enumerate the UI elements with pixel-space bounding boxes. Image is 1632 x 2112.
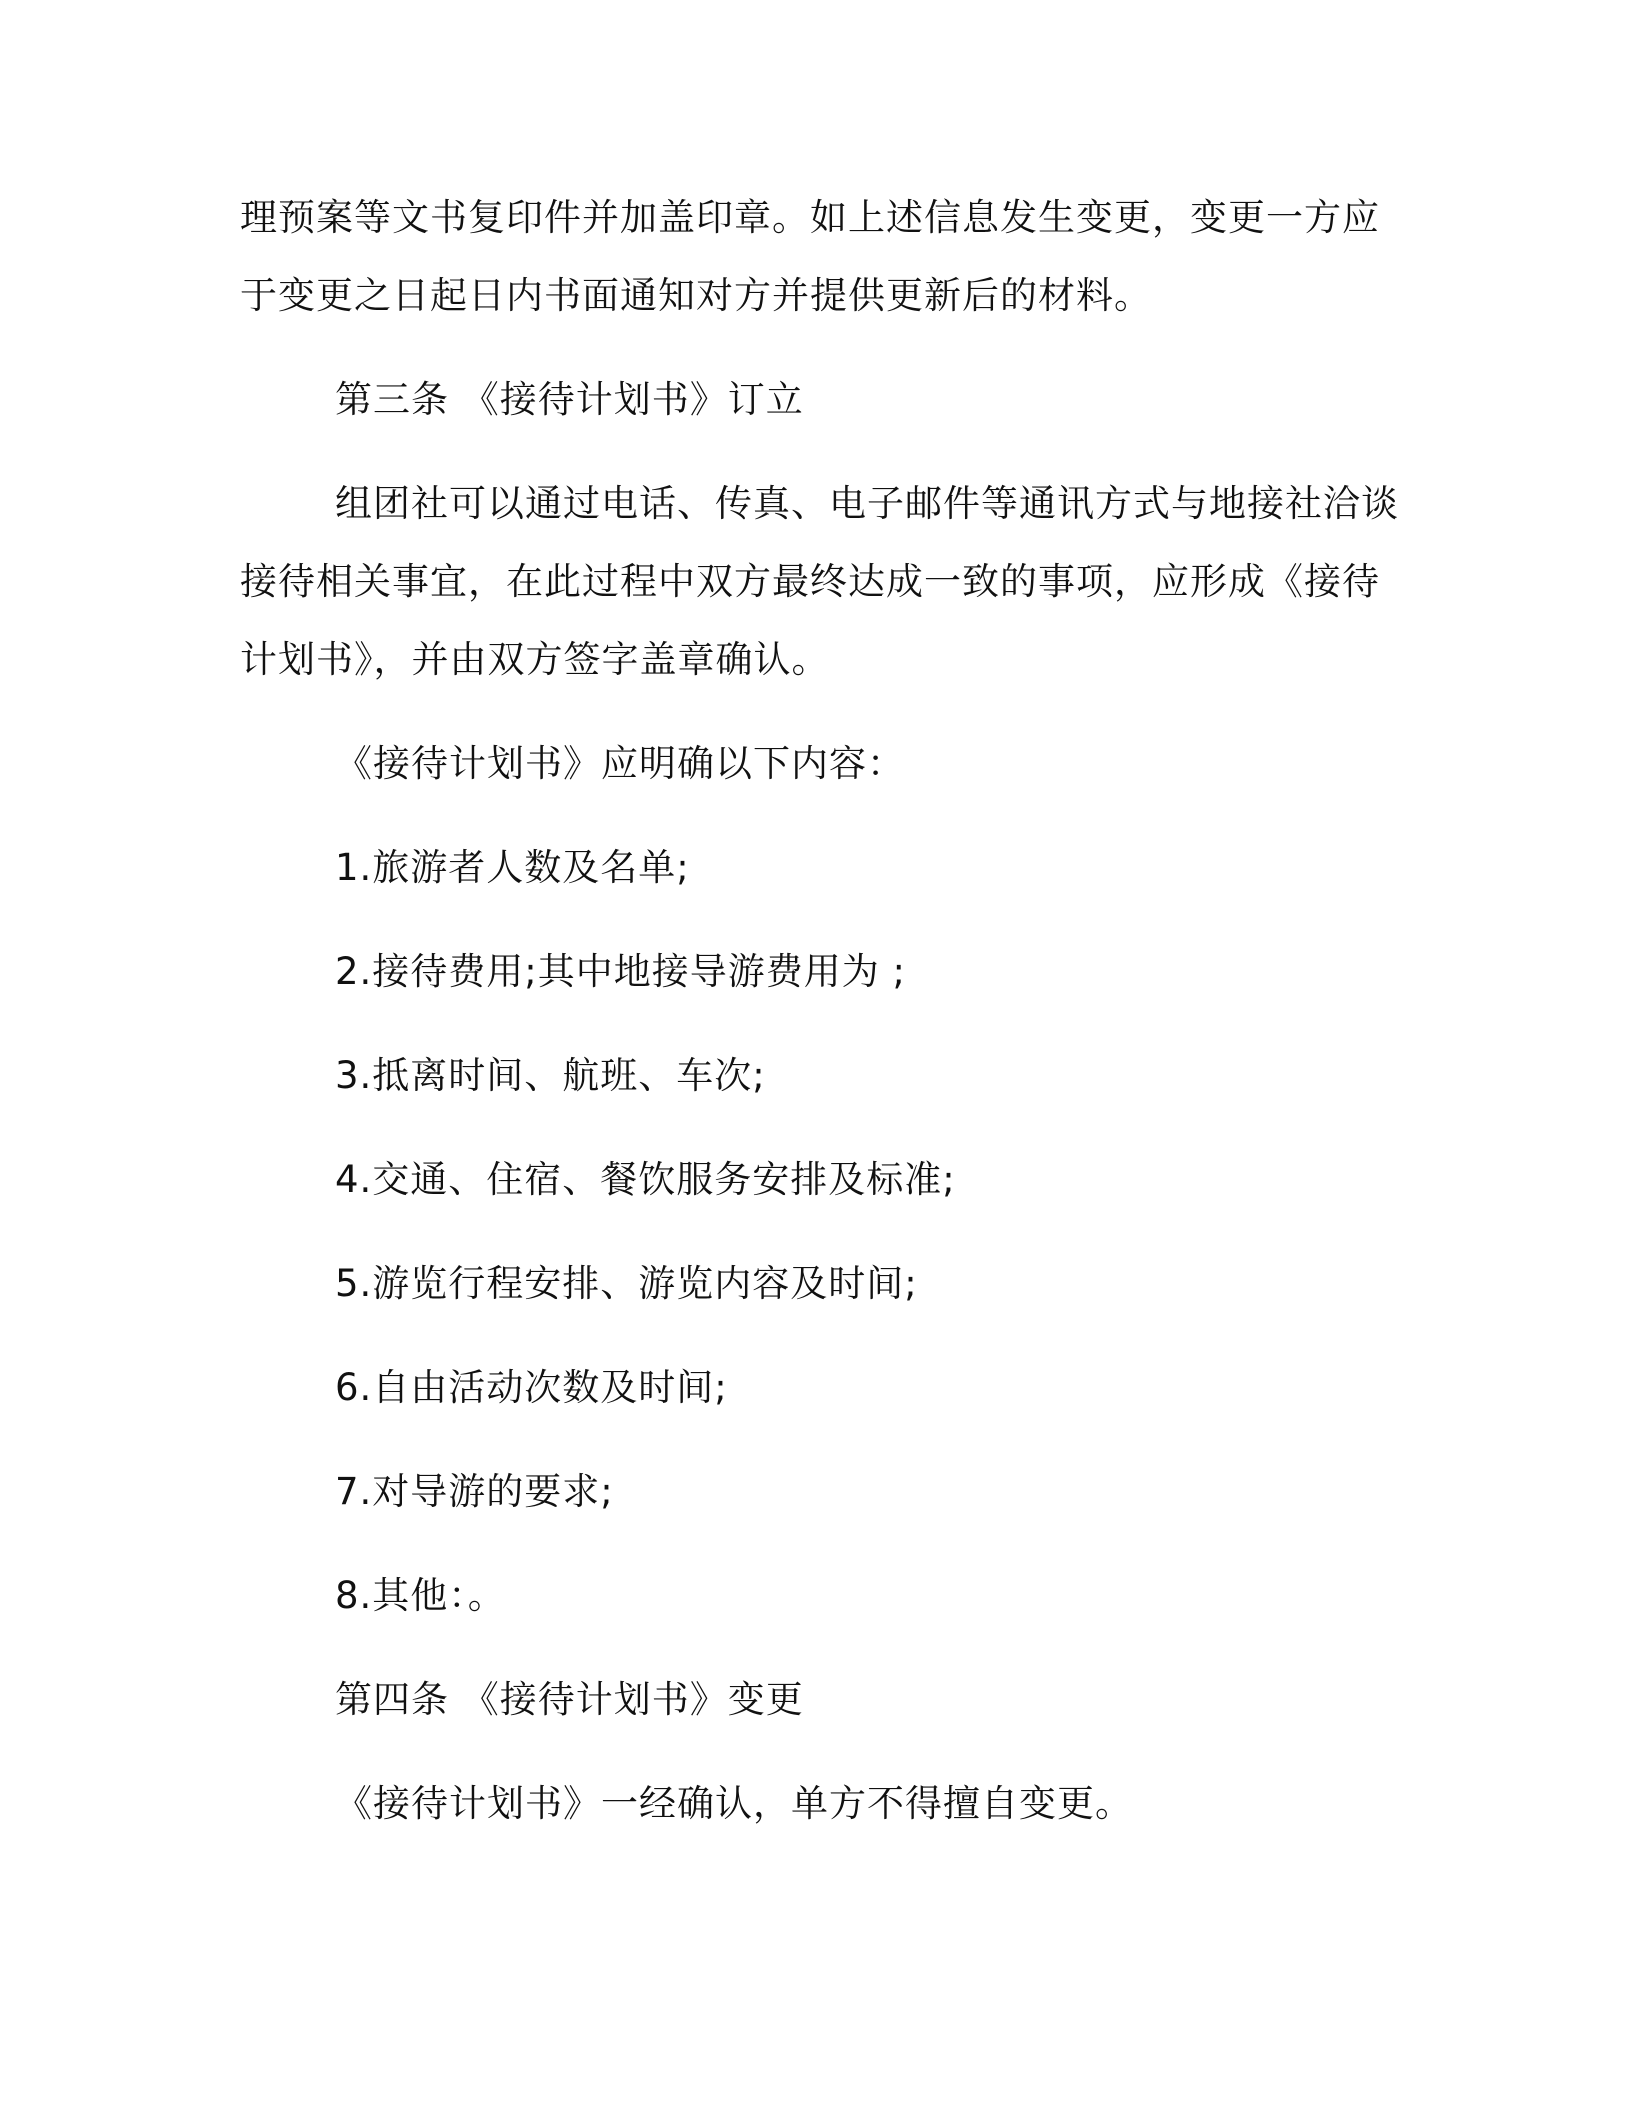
paragraph-line: 《接待计划书》应明确以下内容： <box>335 742 905 785</box>
list-item: 5.游览行程安排、游览内容及时间; <box>335 1262 918 1305</box>
list-item: 4.交通、住宿、餐饮服务安排及标准; <box>335 1158 956 1201</box>
paragraph-line: 于变更之日起日内书面通知对方并提供更新后的材料。 <box>240 274 1152 317</box>
article-heading: 第四条 《接待计划书》变更 <box>335 1678 804 1721</box>
list-item: 8.其他：。 <box>335 1574 506 1617</box>
list-item: 7.对导游的要求; <box>335 1470 614 1513</box>
list-item: 3.抵离时间、航班、车次; <box>335 1054 766 1097</box>
list-item: 6.自由活动次数及时间; <box>335 1366 728 1409</box>
list-item: 2.接待费用;其中地接导游费用为 ; <box>335 950 906 993</box>
paragraph-line: 计划书》，并由双方签字盖章确认。 <box>240 638 830 681</box>
paragraph-line: 理预案等文书复印件并加盖印章。如上述信息发生变更，变更一方应 <box>240 196 1380 239</box>
list-item: 1.旅游者人数及名单; <box>335 846 690 889</box>
paragraph-line: 组团社可以通过电话、传真、电子邮件等通讯方式与地接社洽谈 <box>335 482 1399 525</box>
article-heading: 第三条 《接待计划书》订立 <box>335 378 804 421</box>
paragraph-line: 接待相关事宜，在此过程中双方最终达成一致的事项，应形成《接待 <box>240 560 1380 603</box>
paragraph-line: 《接待计划书》一经确认，单方不得擅自变更。 <box>335 1782 1133 1825</box>
